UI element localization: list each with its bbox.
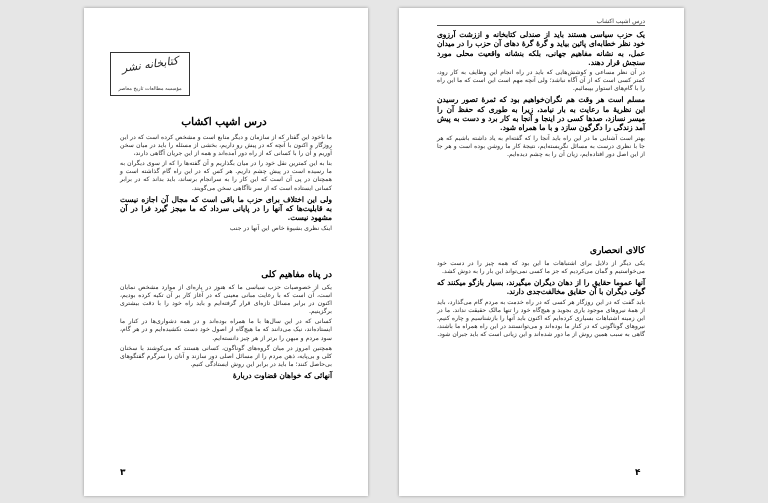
body-text	[120, 284, 332, 382]
paragraph: یکی از خصوصیات حزب سیاسی ما که هنوز در پاره‌ای از موارد مشخص نمایان است، آن است که با رعایت مبانی معینی که در آغاز کار بر آن تکیه کرده بودیم، اکنون در برابر مسائل تازه‌ای قرار گرفته‌ایم و باید راه خود را با دقت بیشتری برگزینیم.	[120, 284, 332, 316]
bold-paragraph: ولی این اختلاف برای حزب ما باقی است که مجال آن اجازه نیست به قابلیت‌ها که آنها را در پایانی سرداد که ما میجز گیرد فرا در آن مشهود نیست.	[120, 194, 332, 223]
page-left	[84, 8, 368, 496]
header-rule	[437, 25, 645, 26]
running-header: درس اشپب اکشاب	[596, 18, 645, 25]
paragraph: همچنین امروز در میان گروه‌های گوناگون، کسانی هستند که می‌کوشند با سخنان کلی و بی‌پایه، ذهن مردم را از مسائل اصلی دور سازند و آنان را سرگرم گفتگوهای بی‌حاصل کنند؛ ما باید در برابر این روش ایستادگی کنیم.	[120, 344, 332, 368]
section-heading: کالای انحصاری	[589, 246, 645, 256]
body-text	[437, 30, 645, 161]
stamp-caption: مؤسسه مطالعات تاریخ معاصر	[118, 86, 182, 92]
closing-line: آنهائی که خواهان قضاوت دربارهٔ	[232, 370, 332, 380]
stamp-signature: کتابخانه نشر	[120, 54, 180, 75]
bold-paragraph: یک حزب سیاسی هستند باید از صندلی کتابخانه و اززشت آرزوی خود نظر خطابه‌ای پائین بیاید و گرهٔ گرهٔ دهای آن حزب را در میدان عمل، به نشانه مفاهیم جهانی، بلکه بنشانه واقعیت محلی مورد سنجش قرار دهند.	[437, 30, 645, 67]
intro-text	[120, 134, 332, 235]
paragraph: یکی دیگر از دلایل برای اشتباهات ما این بود که همه چیز را در دست خود می‌خواستیم و گمان می‌کردیم که جز ما کسی نمی‌تواند این بار را به دوش کشد.	[437, 260, 645, 276]
paragraph: کسانی که در این سال‌ها با ما همراه بوده‌اند و در همه دشواری‌ها در کنار ما ایستاده‌اند، نیک می‌دانند که ما هیچ‌گاه از اصول خود دست نکشیده‌ایم و در هر گام، سود مردم و میهن را برتر از هر چیز دانسته‌ایم.	[120, 318, 332, 342]
page-number: ۳	[120, 468, 126, 478]
bold-trailer: اینک نظری بشیوهٔ خاص این آنها در جنب	[229, 224, 332, 232]
section-heading: در پناه مفاهیم کلی	[261, 270, 332, 280]
library-stamp	[110, 52, 190, 96]
page-number: ۴	[635, 468, 641, 478]
paragraph: در آن نظر مساعی و کوشش‌هایی که باید در راه انجام این وظایف به کار رود، کمتر کسی است که از آن آگاه نباشد؛ ولی آنچه مهم است این است که ما این راه را با گام‌های استوار بپیمائیم.	[437, 69, 645, 93]
body-text-2	[437, 260, 645, 341]
page-title: درس اشپب اکشاب	[181, 116, 267, 128]
page-right	[399, 8, 684, 496]
paragraph: ما ناخود این گفتار که از سازمان و دیگر منابع است و مشخص کرده است که در این روزگار و اکنون با آنچه که در پیش رو داریم، بخشی از مسئله را باید در میان سخن آوریم و آن را با کسانی که از راه دور آمده‌اند و همه از این جریان آگاهی دارند،	[119, 134, 332, 158]
paragraph: باید گفت که در این روزگار هر کسی که در راه خدمت به مردم گام می‌گذارد، باید از همهٔ نیروهای موجود یاری بجوید و هیچ‌گاه خود را تنها مالک حقیقت نداند. ما در این زمینه اشتباهات بسیاری کرده‌ایم که اکنون باید آنها را بازشناسیم و چاره کنیم. نیروهای گوناگونی که در کنار ما بوده‌اند و می‌توانستند در این راه همراه ما باشند، گاهی به سبب همین روش از ما دور شده‌اند و این زیانی است که باید جبران شود.	[437, 298, 645, 339]
paragraph: بنا به این کمترین نقل خود را در میان بگذاریم و آن گفته‌ها را که از سوی دیگران به ما رسیده است در پیش چشم داریم. هر کس که در این راه گام گذاشته است و همچنان در پی آن است که این کار را به سرانجام برساند، باید بداند که در برابر کسانی ایستاده است که از سر ناآگاهی سخن می‌گویند.	[120, 160, 332, 192]
paragraph: بهتر است آشنایی ما در این راه باید آنجا را که گفته‌ام به یاد داشته باشیم که هر جا با نظری درست به مسائل نگریسته‌ایم، نتیجهٔ کار ما روشن بوده است و هر جا از این اصل دور افتاده‌ایم، زیان آن را به چشم دیده‌ایم.	[437, 134, 645, 158]
bold-paragraph: آنها عموما حقایق را از دهان دیگران میگیرند، بسیار بازگو میکنند که گوئی دیگران با آن حقایق مخالفت‌جدی دارند.	[437, 278, 645, 297]
bold-paragraph: مسلم است هر وقت هم نگران‌خواهیم بود که ثمرهٔ تصور رسیدن این نظریهٔ ما رعایت به بار نیامد، زیرا به طوری که حفظ آن را میسر نسازد، صدها کسی در اینجا و آنجا به کار برد و دست به پیش آمد زندگی را دگرگون سازد و با ما همراه شود.	[437, 95, 645, 133]
